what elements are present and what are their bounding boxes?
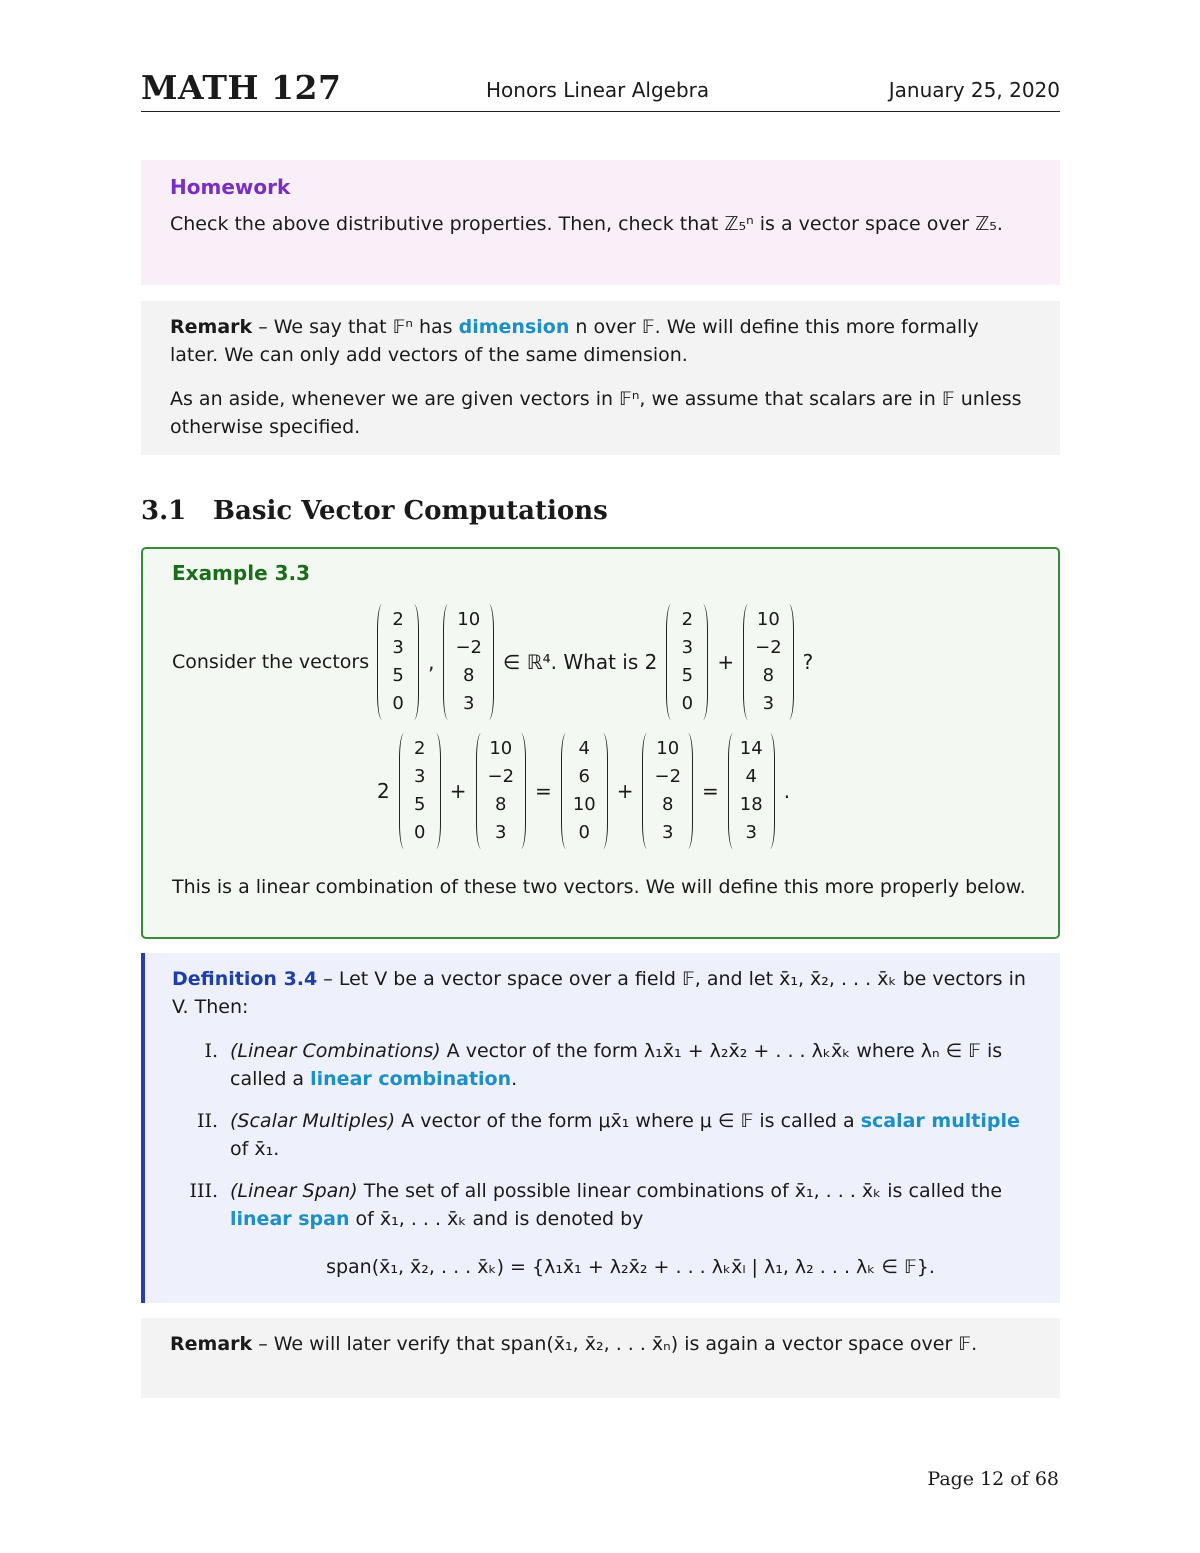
- vector-entry: 10: [489, 738, 513, 759]
- vector-entry: 5: [681, 665, 694, 686]
- span-equation: span(x̄₁, x̄₂, . . . x̄ₖ) = {λ₁x̄₁ + λ₂x̄₂ + . . . λₖx̄ₗ | λ₁, λ₂ . . . λₖ ∈ 𝔽}.: [326, 1256, 935, 1278]
- item-name: (Linear Combinations): [230, 1040, 441, 1062]
- vector-entry: 10: [656, 738, 680, 759]
- vector-entry: 0: [392, 693, 404, 714]
- list-item: [172, 1107, 1031, 1163]
- equals-sign: =: [535, 779, 552, 803]
- remark-text-after: n over 𝔽. We will define this more formally later. We can only add vectors of the same dimension.: [170, 316, 979, 366]
- vector-entry: 8: [662, 794, 674, 815]
- right-paren: [409, 604, 419, 720]
- remark-paragraph: [170, 313, 1031, 369]
- remark-box-span: [141, 1318, 1060, 1398]
- vector-entry: −2: [755, 637, 782, 658]
- left-paren: [728, 733, 738, 849]
- course-code: MATH 127: [141, 68, 342, 107]
- item-text-after: of x̄₁, . . . x̄ₖ and is denoted by: [349, 1208, 644, 1230]
- plus-sign: +: [449, 779, 467, 803]
- homework-title: Homework: [170, 175, 291, 199]
- vector-entry: 10: [756, 609, 780, 630]
- vector-entry: −2: [487, 766, 515, 787]
- example-computation-row: [368, 733, 799, 849]
- definition-title: Definition 3.4: [172, 968, 318, 990]
- term-scalar-multiple: scalar multiple: [860, 1110, 1020, 1132]
- plus-sign: +: [717, 650, 735, 674]
- right-paren: [598, 733, 608, 849]
- vector-entry: 10: [572, 794, 596, 815]
- definition-intro: [172, 965, 1031, 1021]
- vector: [443, 604, 494, 720]
- vector: [561, 733, 608, 849]
- vector-entries: [676, 604, 698, 720]
- vector-entry: 4: [745, 766, 757, 787]
- vector-entry: 3: [495, 822, 507, 843]
- vector-entry: 3: [745, 822, 757, 843]
- vector-entry: 5: [392, 665, 404, 686]
- vector-entry: −2: [654, 766, 682, 787]
- scalar: 2: [377, 779, 390, 803]
- section-title: Basic Vector Computations: [213, 496, 608, 526]
- remark-label: Remark: [170, 316, 253, 338]
- question-mark: ?: [802, 650, 814, 674]
- remark-text: – We will later verify that span(x̄₁, x̄₂, . . . x̄ₙ) is again a vector space over 𝔽.: [252, 1333, 978, 1355]
- example-box: [141, 547, 1060, 939]
- left-paren: [743, 604, 753, 720]
- vector-entries: [453, 604, 484, 720]
- vector-entry: 3: [463, 693, 475, 714]
- item-text: The set of all possible linear combinations of x̄₁, . . . x̄ₖ is called the: [357, 1180, 1003, 1202]
- left-paren: [561, 733, 571, 849]
- right-paren: [431, 733, 441, 849]
- vector-entry: 3: [762, 693, 775, 714]
- left-paren: [443, 604, 453, 720]
- definition-box: [141, 953, 1060, 1303]
- left-paren: [399, 733, 409, 849]
- vector-entry: 3: [662, 822, 674, 843]
- vector-entries: [387, 604, 409, 720]
- consider-text: Consider the vectors: [172, 651, 370, 673]
- vector-entry: 0: [578, 822, 590, 843]
- section-number: 3.1: [141, 496, 187, 526]
- homework-text: Check the above distributive properties. Then, check that ℤ₅ⁿ is a vector space over ℤ₅.: [170, 213, 1003, 235]
- item-text-after: .: [511, 1068, 518, 1090]
- right-paren: [698, 604, 708, 720]
- vector-entries: [753, 604, 784, 720]
- remark-paragraph: [170, 1330, 1031, 1358]
- membership-text: ∈ ℝ⁴. What is 2: [503, 650, 658, 674]
- page-header: [141, 68, 1060, 112]
- vector-entry: 2: [681, 609, 694, 630]
- vector-entries: [409, 733, 431, 849]
- vector-entry: 10: [457, 609, 481, 630]
- vector-entry: 4: [578, 738, 590, 759]
- vector: [743, 604, 794, 720]
- vector-entry: 3: [392, 637, 404, 658]
- vector-entry: 2: [392, 609, 404, 630]
- vector-entries: [738, 733, 765, 849]
- header-date: January 25, 2020: [888, 78, 1060, 102]
- vector-entry: 0: [414, 822, 426, 843]
- term-linear-combination: linear combination: [310, 1068, 512, 1090]
- period: .: [783, 779, 791, 803]
- vector-entry: −2: [455, 637, 483, 658]
- item-numeral: II.: [196, 1110, 218, 1132]
- vector-entry: 18: [739, 794, 763, 815]
- list-item: [172, 1037, 1031, 1093]
- vector: [377, 604, 419, 720]
- right-paren: [765, 733, 775, 849]
- homework-box: [141, 160, 1060, 285]
- list-item: [172, 1177, 1031, 1281]
- vector-entry: 0: [681, 693, 694, 714]
- item-text: A vector of the form μx̄₁ where μ ∈ 𝔽 is called a: [395, 1110, 861, 1132]
- vector-entry: 8: [495, 794, 507, 815]
- vector-entry: 2: [414, 738, 426, 759]
- definition-list: [172, 1037, 1031, 1281]
- example-closing-text: This is a linear combination of these two vectors. We will define this more properly below.: [172, 876, 1026, 898]
- definition-intro-text: – Let V be a vector space over a field 𝔽, and let x̄₁, x̄₂, . . . x̄ₖ be vectors in V. Then:: [172, 968, 1026, 1018]
- section-heading: [141, 496, 608, 526]
- left-paren: [476, 733, 486, 849]
- left-paren: [642, 733, 652, 849]
- vector-entry: 5: [414, 794, 426, 815]
- vector-entry: 3: [414, 766, 426, 787]
- item-numeral: III.: [189, 1180, 218, 1202]
- vector: [666, 604, 708, 720]
- remark-box-dimension: [141, 301, 1060, 455]
- vector: [642, 733, 693, 849]
- remark-label: Remark: [170, 1333, 253, 1355]
- item-numeral: I.: [204, 1040, 218, 1062]
- vector-entry: 6: [578, 766, 590, 787]
- plus-sign: +: [616, 779, 634, 803]
- vector: [476, 733, 527, 849]
- term-dimension: dimension: [458, 316, 570, 338]
- left-paren: [666, 604, 676, 720]
- item-text-after: of x̄₁.: [230, 1138, 280, 1160]
- term-linear-span: linear span: [230, 1208, 350, 1230]
- item-text: A vector of the form λ₁x̄₁ + λ₂x̄₂ + . . . λₖx̄ₖ where λₙ ∈ 𝔽 is called a: [230, 1040, 1003, 1090]
- item-name: (Scalar Multiples): [230, 1110, 396, 1132]
- vector-entry: 3: [681, 637, 694, 658]
- vector-entries: [652, 733, 683, 849]
- vector: [728, 733, 775, 849]
- vector-entry: 8: [463, 665, 475, 686]
- item-name: (Linear Span): [230, 1180, 358, 1202]
- example-question-row: [172, 604, 822, 720]
- vector-entries: [486, 733, 517, 849]
- vector-entry: 8: [762, 665, 775, 686]
- course-subject: Honors Linear Algebra: [486, 78, 710, 102]
- right-paren: [683, 733, 693, 849]
- example-title: Example 3.3: [172, 561, 311, 585]
- page-number: Page 12 of 68: [927, 1468, 1059, 1490]
- equals-sign: =: [702, 779, 719, 803]
- remark-aside-paragraph: As an aside, whenever we are given vectors in 𝔽ⁿ, we assume that scalars are in 𝔽 unless otherwise specified.: [170, 388, 1022, 438]
- comma: ,: [428, 650, 435, 674]
- remark-text-before: – We say that 𝔽ⁿ has: [252, 316, 459, 338]
- right-paren: [784, 604, 794, 720]
- left-paren: [377, 604, 387, 720]
- vector-entry: 14: [739, 738, 763, 759]
- right-paren: [484, 604, 494, 720]
- vector-entries: [571, 733, 598, 849]
- vector: [399, 733, 441, 849]
- right-paren: [516, 733, 526, 849]
